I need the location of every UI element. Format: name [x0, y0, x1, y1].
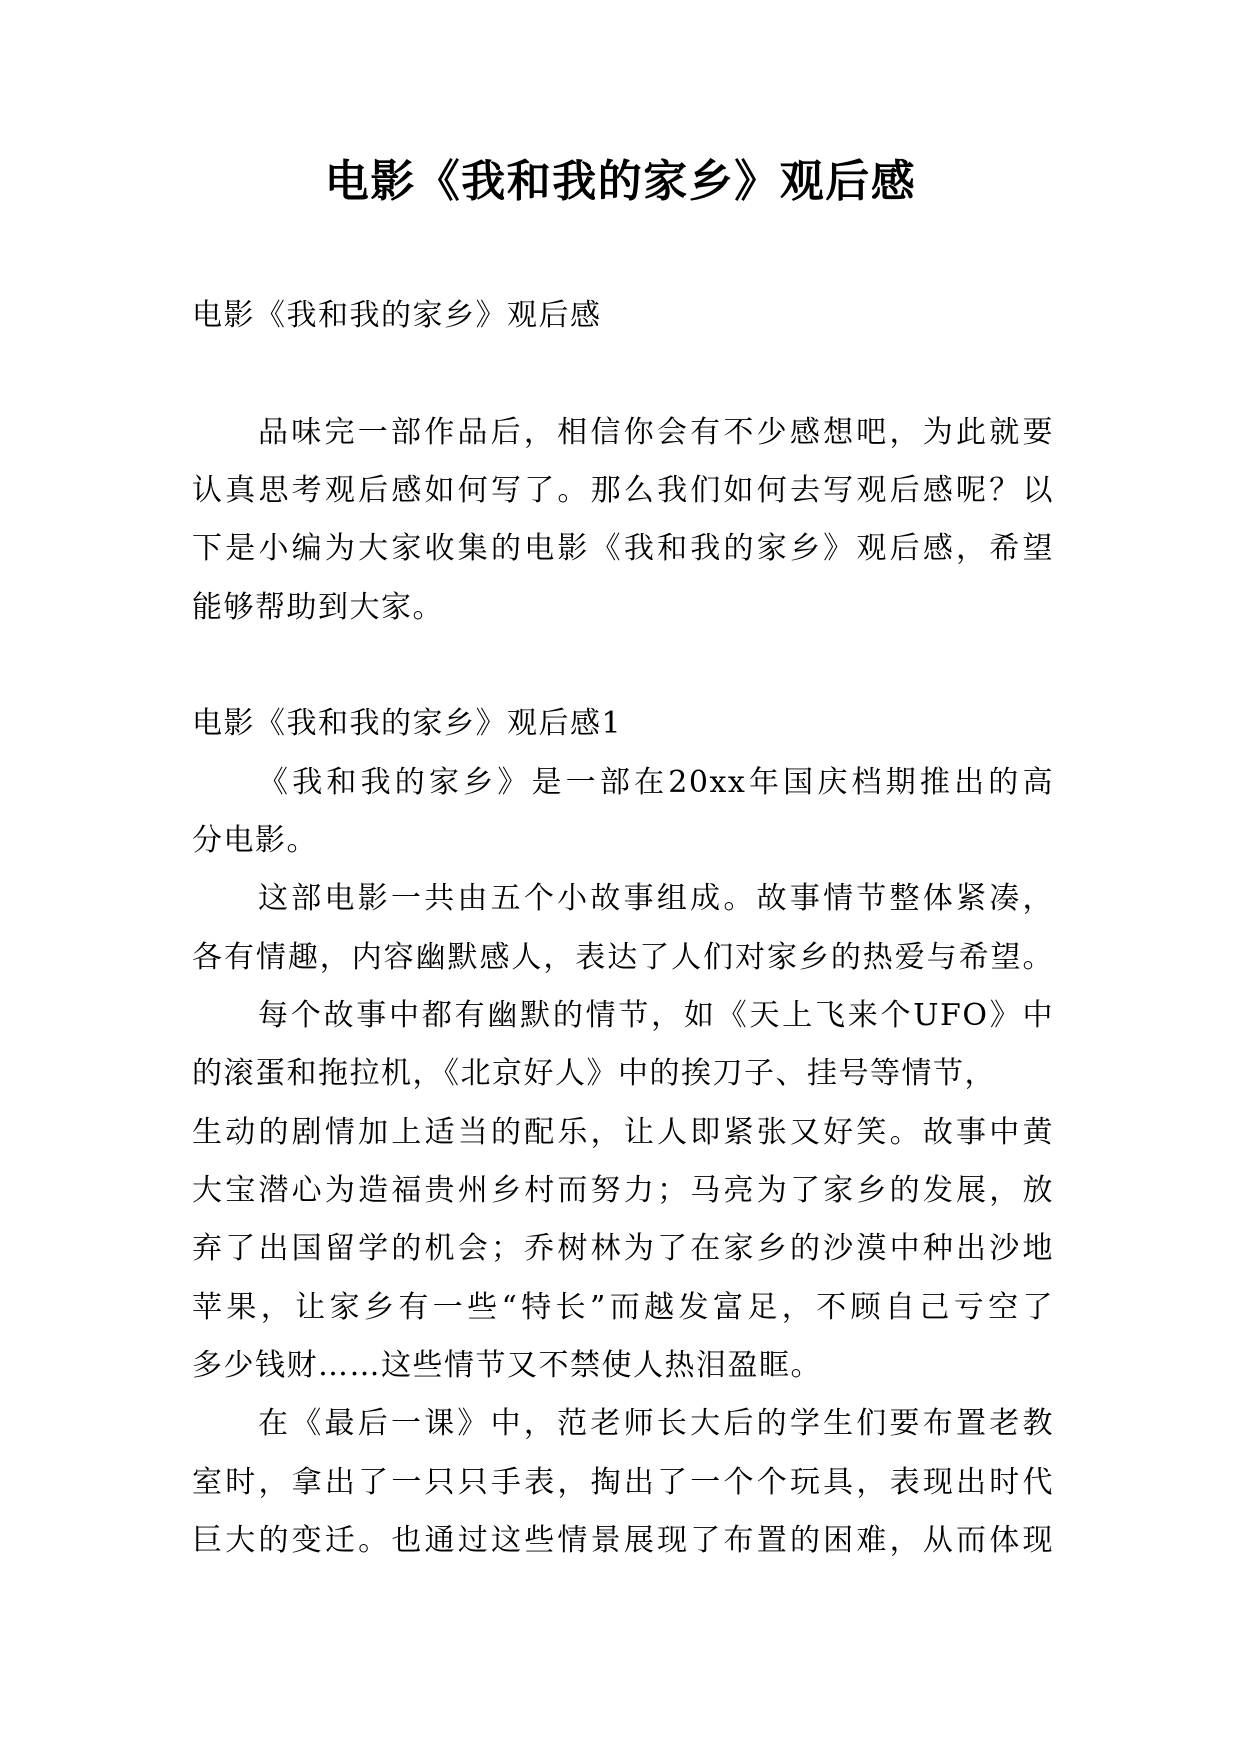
- text-line: 室时，拿出了一只只手表，掏出了一个个玩具，表现出时代: [192, 1464, 1054, 1500]
- document-subtitle: 电影《我和我的家乡》观后感: [192, 298, 602, 333]
- text-line: 多少钱财……这些情节又不禁使人热泪盈眶。: [192, 1347, 822, 1383]
- text-line: 这部电影一共由五个小故事组成。故事情节整体紧凑，: [258, 881, 1054, 917]
- text-line: 巨大的变迁。也通过这些情景展现了布置的困难，从而体现: [192, 1522, 1054, 1558]
- text-line: 苹果，让家乡有一些“特长”而越发富足，不顾自己亏空了: [192, 1289, 1054, 1325]
- document-body: [192, 287, 1054, 1570]
- body-paragraph: [192, 754, 1054, 871]
- document-title: 电影《我和我的家乡》观后感: [324, 156, 917, 207]
- intro-paragraph: [192, 404, 1054, 637]
- section-heading: 电影《我和我的家乡》观后感1: [192, 706, 623, 742]
- text-line: 《我和我的家乡》是一部在20xx年国庆档期推出的高: [258, 764, 1054, 800]
- text-line: 下是小编为大家收集的电影《我和我的家乡》观后感，希望: [192, 531, 1054, 567]
- spacer: [192, 637, 1054, 695]
- text-line: 分电影。: [192, 822, 318, 858]
- text-line: 生动的剧情加上适当的配乐，让人即紧张又好笑。故事中黄: [192, 1114, 1054, 1150]
- text-line: 每个故事中都有幽默的情节，如《天上飞来个UFO》中: [258, 997, 1054, 1033]
- text-line: 在《最后一课》中，范老师长大后的学生们要布置老教: [258, 1406, 1054, 1442]
- body-paragraph: [192, 987, 1054, 1395]
- text-line: 弃了出国留学的机会；乔树林为了在家乡的沙漠中种出沙地: [192, 1231, 1054, 1267]
- text-line: 的滚蛋和拖拉机，《北京好人》中的挨刀子、挂号等情节，: [192, 1056, 996, 1092]
- body-paragraph: [192, 1395, 1054, 1570]
- text-line: 能够帮助到大家。: [192, 589, 444, 625]
- text-line: 认真思考观后感如何写了。那么我们如何去写观后感呢？以: [192, 472, 1054, 508]
- text-line: 品味完一部作品后，相信你会有不少感想吧，为此就要: [258, 414, 1054, 450]
- spacer: [192, 345, 1054, 403]
- text-line: 各有情趣，内容幽默感人，表达了人们对家乡的热爱与希望。: [192, 939, 1054, 975]
- body-paragraph: [192, 870, 1054, 987]
- text-line: 大宝潜心为造福贵州乡村而努力；马亮为了家乡的发展，放: [192, 1172, 1054, 1208]
